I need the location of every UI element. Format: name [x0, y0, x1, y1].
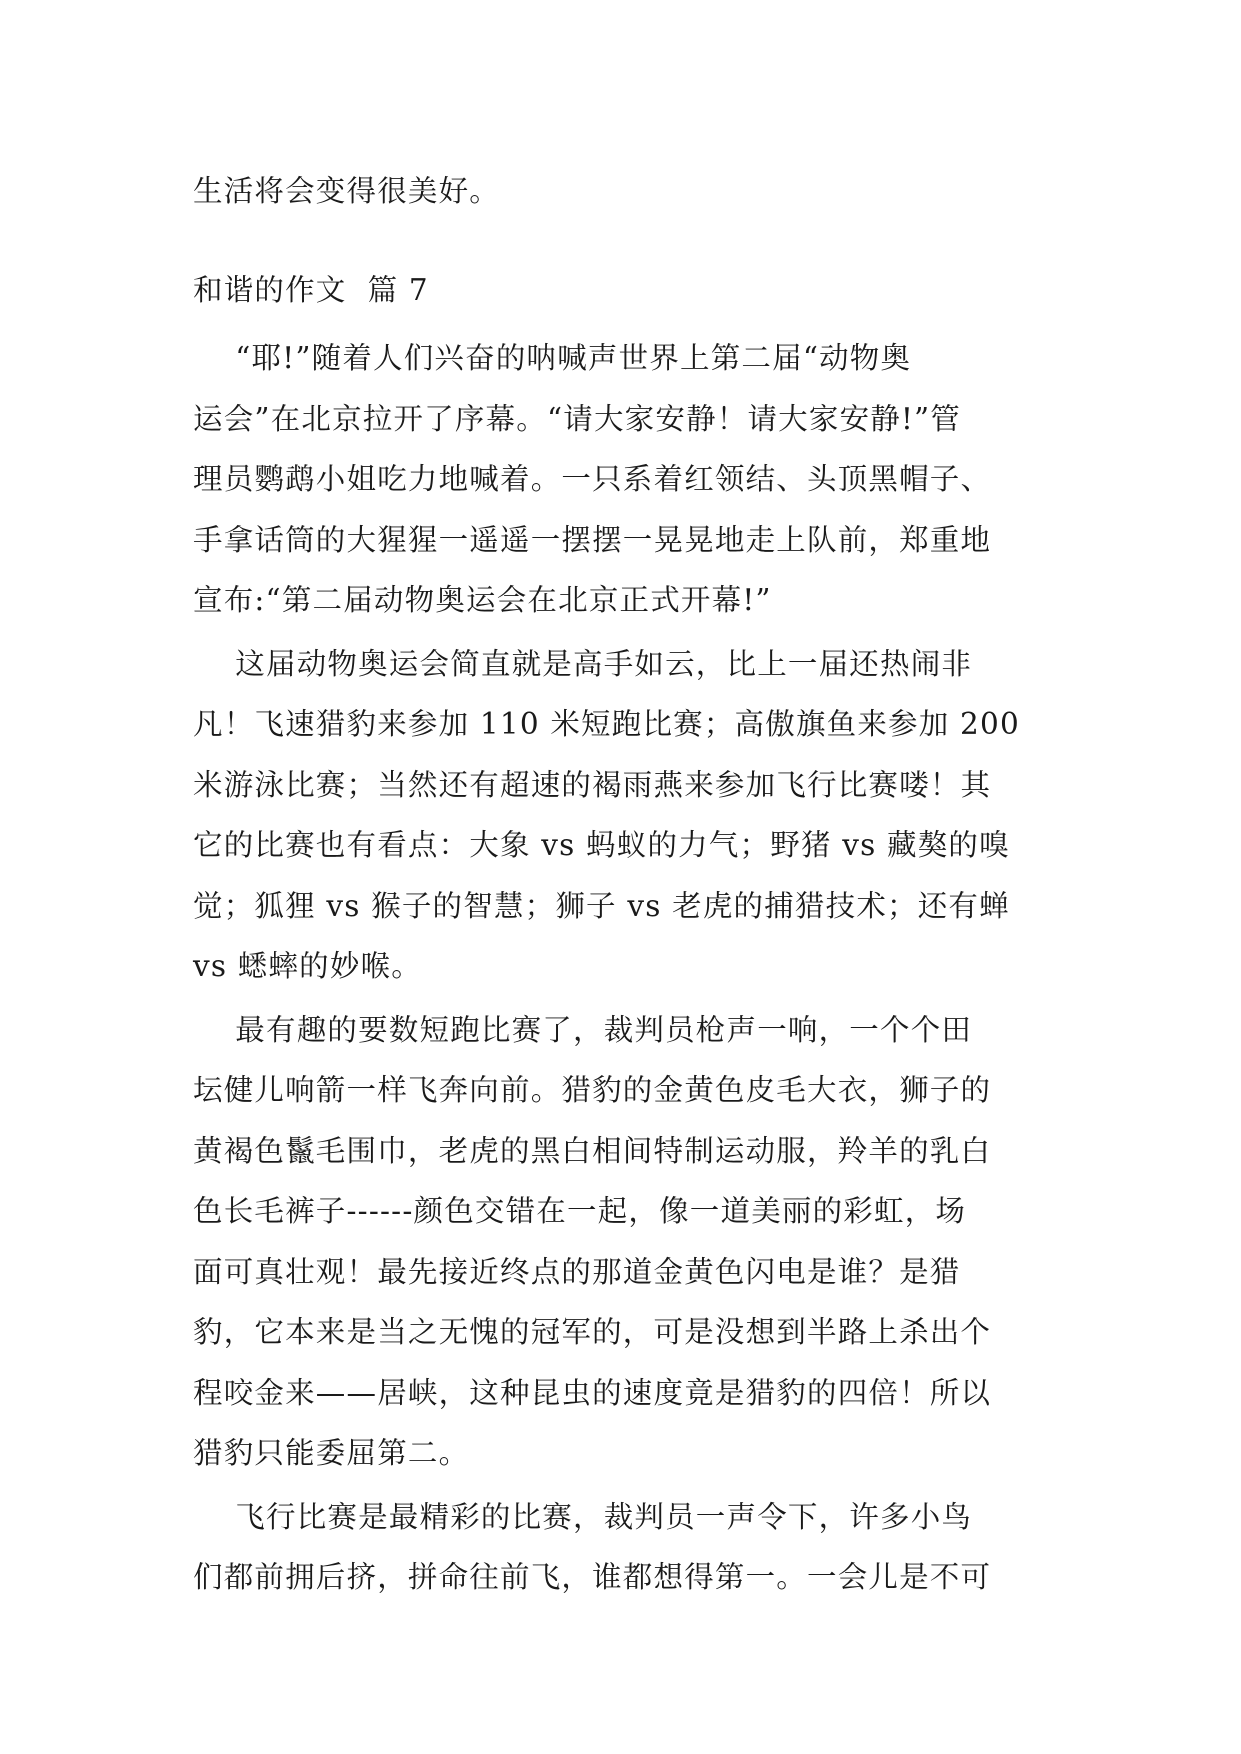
- text-line: 运会”在北京拉开了序幕。“请大家安静！请大家安静!”管: [193, 401, 961, 436]
- document-body: [193, 161, 1063, 1608]
- paragraph-3: [193, 1000, 1063, 1484]
- text-line: 最有趣的要数短跑比赛了，裁判员枪声一响，一个个田: [193, 1012, 973, 1047]
- text-line: 理员鹦鹉小姐吃力地喊着。一只系着红领结、头顶黑帽子、: [193, 462, 992, 496]
- text-line: 黄褐色鬣毛围巾，老虎的黑白相间特制运动服，羚羊的乳白: [193, 1133, 992, 1168]
- text-line: 猎豹只能委屈第二。: [193, 1436, 470, 1470]
- text-line: 凡！飞速猎豹来参加 110 米短跑比赛；高傲旗鱼来参加 200: [193, 707, 1020, 741]
- text-line: “耶!”随着人们兴奋的呐喊声世界上第二届“动物奥: [193, 341, 912, 375]
- paragraph-2: [193, 634, 1063, 997]
- previous-essay-ending: [193, 161, 1063, 222]
- text-line: 飞行比赛是最精彩的比赛，裁判员一声令下，许多小鸟: [193, 1499, 973, 1534]
- text-line: 色长毛裤子------颜色交错在一起，像一道美丽的彩虹，场: [193, 1194, 967, 1228]
- text-line: 手拿话筒的大猩猩一遥遥一摆摆一晃晃地走上队前，郑重地: [193, 522, 992, 557]
- text-line: vs 蟋蟀的妙喉。: [193, 949, 422, 983]
- text-line: 程咬金来——居峡，这种昆虫的速度竟是猎豹的四倍！所以: [193, 1375, 992, 1410]
- text-line: 米游泳比赛；当然还有超速的褐雨燕来参加飞行比赛喽！其: [193, 767, 992, 802]
- section-title-text: 和谐的作文 篇 7: [193, 272, 429, 307]
- text-line: 们都前拥后挤，拼命往前飞，谁都想得第一。一会儿是不可: [193, 1560, 992, 1594]
- text-line: 豹，它本来是当之无愧的冠军的，可是没想到半路上杀出个: [193, 1315, 992, 1349]
- text-line: 宣布:“第二届动物奥运会在北京正式开幕!”: [193, 583, 772, 617]
- text-line: 面可真壮观！最先接近终点的那道金黄色闪电是谁？是猎: [193, 1254, 961, 1289]
- paragraph-1: [193, 328, 1063, 631]
- text-line: 觉；狐狸 vs 猴子的智慧；狮子 vs 老虎的捕猎技术；还有蝉: [193, 888, 1010, 923]
- text-line: 这届动物奥运会简直就是高手如云，比上一届还热闹非: [193, 646, 973, 681]
- text-line: 它的比赛也有看点：大象 vs 蚂蚁的力气；野猪 vs 藏獒的嗅: [193, 828, 1010, 862]
- text-line: 坛健儿响箭一样飞奔向前。猎豹的金黄色皮毛大衣，狮子的: [193, 1073, 992, 1107]
- section-title: [193, 260, 1063, 321]
- paragraph-4: [193, 1487, 1063, 1608]
- text-line: 生活将会变得很美好。: [193, 174, 501, 208]
